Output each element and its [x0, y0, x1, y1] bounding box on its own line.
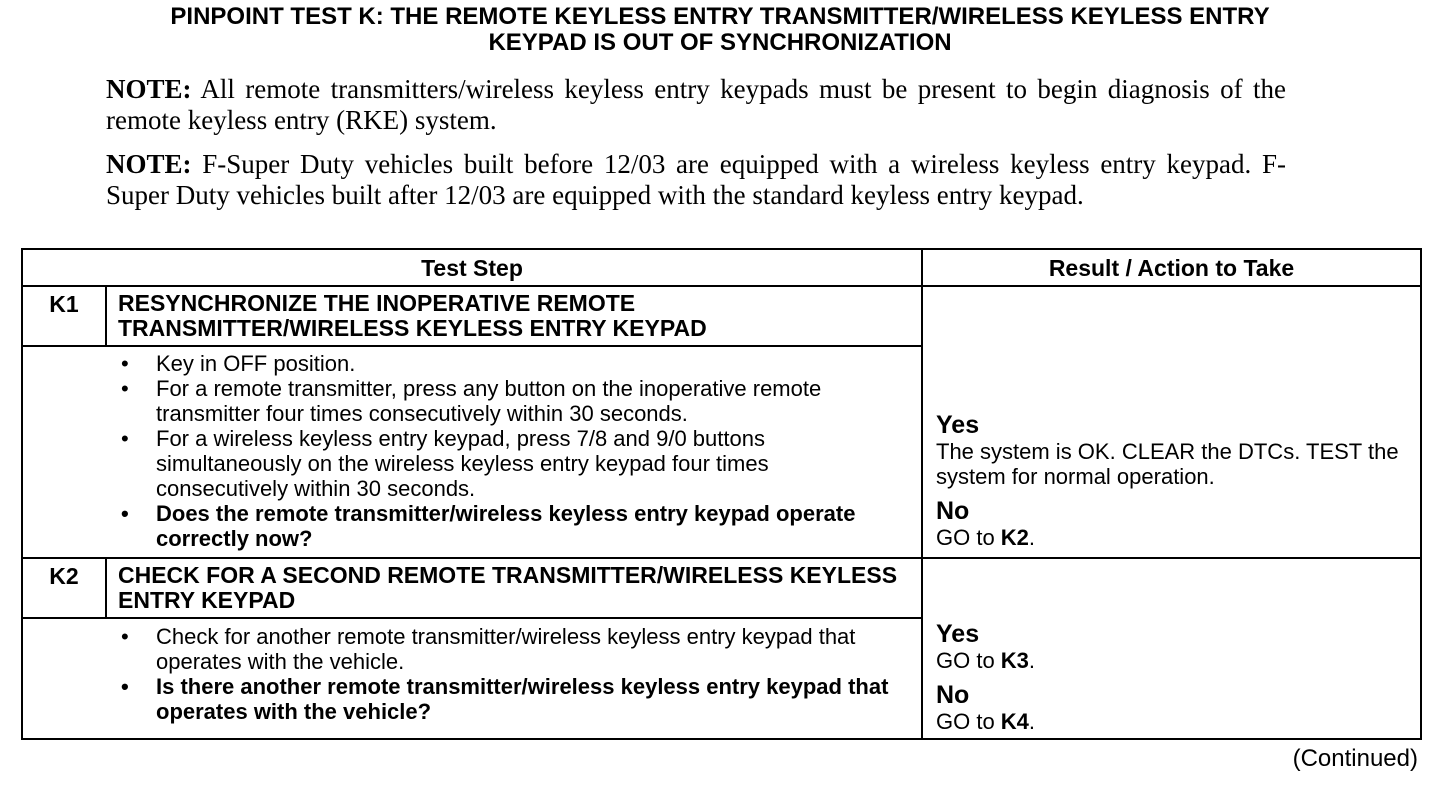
step-title-k1: RESYNCHRONIZE THE INOPERATIVE REMOTE TRANSMITTER/WIRELESS KEYLESS ENTRY KEYPAD — [118, 290, 707, 341]
yes-text: The system is OK. CLEAR the DTCs. TEST the system for normal operation. — [936, 439, 1399, 489]
result-k2 — [936, 620, 1406, 734]
step-ref: K2 — [1000, 525, 1029, 550]
step-ref: K4 — [1000, 709, 1029, 734]
note-text: All remote transmitters/wireless keyless entry keypads must be present to begin diagnosis of the remote keyless entry (RKE) system. — [106, 74, 1286, 135]
list-item-question: • Is there another remote transmitter/wireless keyless entry keypad that operates with the vehicle? — [113, 674, 893, 724]
list-item: • Check for another remote transmitter/wireless keyless entry keypad that operates with the vehicle. — [113, 624, 893, 674]
k1-id-divider — [105, 287, 107, 347]
k2-title-divider — [23, 617, 921, 619]
page-title — [20, 4, 1420, 56]
result-k1 — [936, 411, 1406, 550]
note-text: F-Super Duty vehicles built before 12/03 are equipped with a wireless keyless entry keypad. F-Super Duty vehicles built after 12/03 are equipped with the standard keyless entry keypad. — [106, 149, 1286, 210]
step-id-k2: K2 — [49, 563, 79, 589]
note-label: NOTE: — [106, 74, 192, 104]
k2-id-divider — [105, 559, 107, 619]
list-item: • Key in OFF position. — [113, 351, 893, 376]
list-item: • For a remote transmitter, press any button on the inoperative remote transmitter four times consecutively within 30 seconds. — [113, 376, 893, 426]
step-title-k2: CHECK FOR A SECOND REMOTE TRANSMITTER/WIRELESS KEYLESS ENTRY KEYPAD — [118, 562, 898, 613]
no-label: No — [936, 497, 970, 525]
title-line-2: KEYPAD IS OUT OF SYNCHRONIZATION — [488, 29, 952, 56]
header-result-action: Result / Action to Take — [1048, 255, 1295, 281]
step-ref: K3 — [1000, 648, 1029, 673]
step-bullets-k1 — [113, 351, 893, 551]
note-1 — [106, 74, 1286, 136]
list-item: • For a wireless keyless entry keypad, press 7/8 and 9/0 buttons simultaneously on the wireless keyless entry keypad four times consecutively within 30 seconds. — [113, 426, 893, 501]
no-text: GO to K2. — [936, 525, 1036, 550]
header-test-step: Test Step — [421, 255, 523, 281]
no-label: No — [936, 681, 970, 709]
yes-label: Yes — [936, 411, 980, 439]
test-table — [21, 248, 1422, 740]
note-2 — [106, 149, 1286, 211]
yes-label: Yes — [936, 620, 980, 648]
k1-title-divider — [23, 345, 921, 347]
no-text: GO to K4. — [936, 709, 1036, 734]
column-divider — [921, 250, 923, 738]
continued-label: (Continued) — [1292, 745, 1418, 772]
list-item-question: • Does the remote transmitter/wireless keyless entry keypad operate correctly now? — [113, 501, 893, 551]
title-line-1: PINPOINT TEST K: THE REMOTE KEYLESS ENTRY TRANSMITTER/WIRELESS KEYLESS ENTRY — [170, 3, 1270, 30]
step-id-k1: K1 — [49, 291, 79, 317]
k1-k2-divider — [23, 557, 1420, 559]
step-bullets-k2 — [113, 624, 893, 724]
yes-text: GO to K3. — [936, 648, 1036, 673]
note-label: NOTE: — [106, 149, 192, 179]
